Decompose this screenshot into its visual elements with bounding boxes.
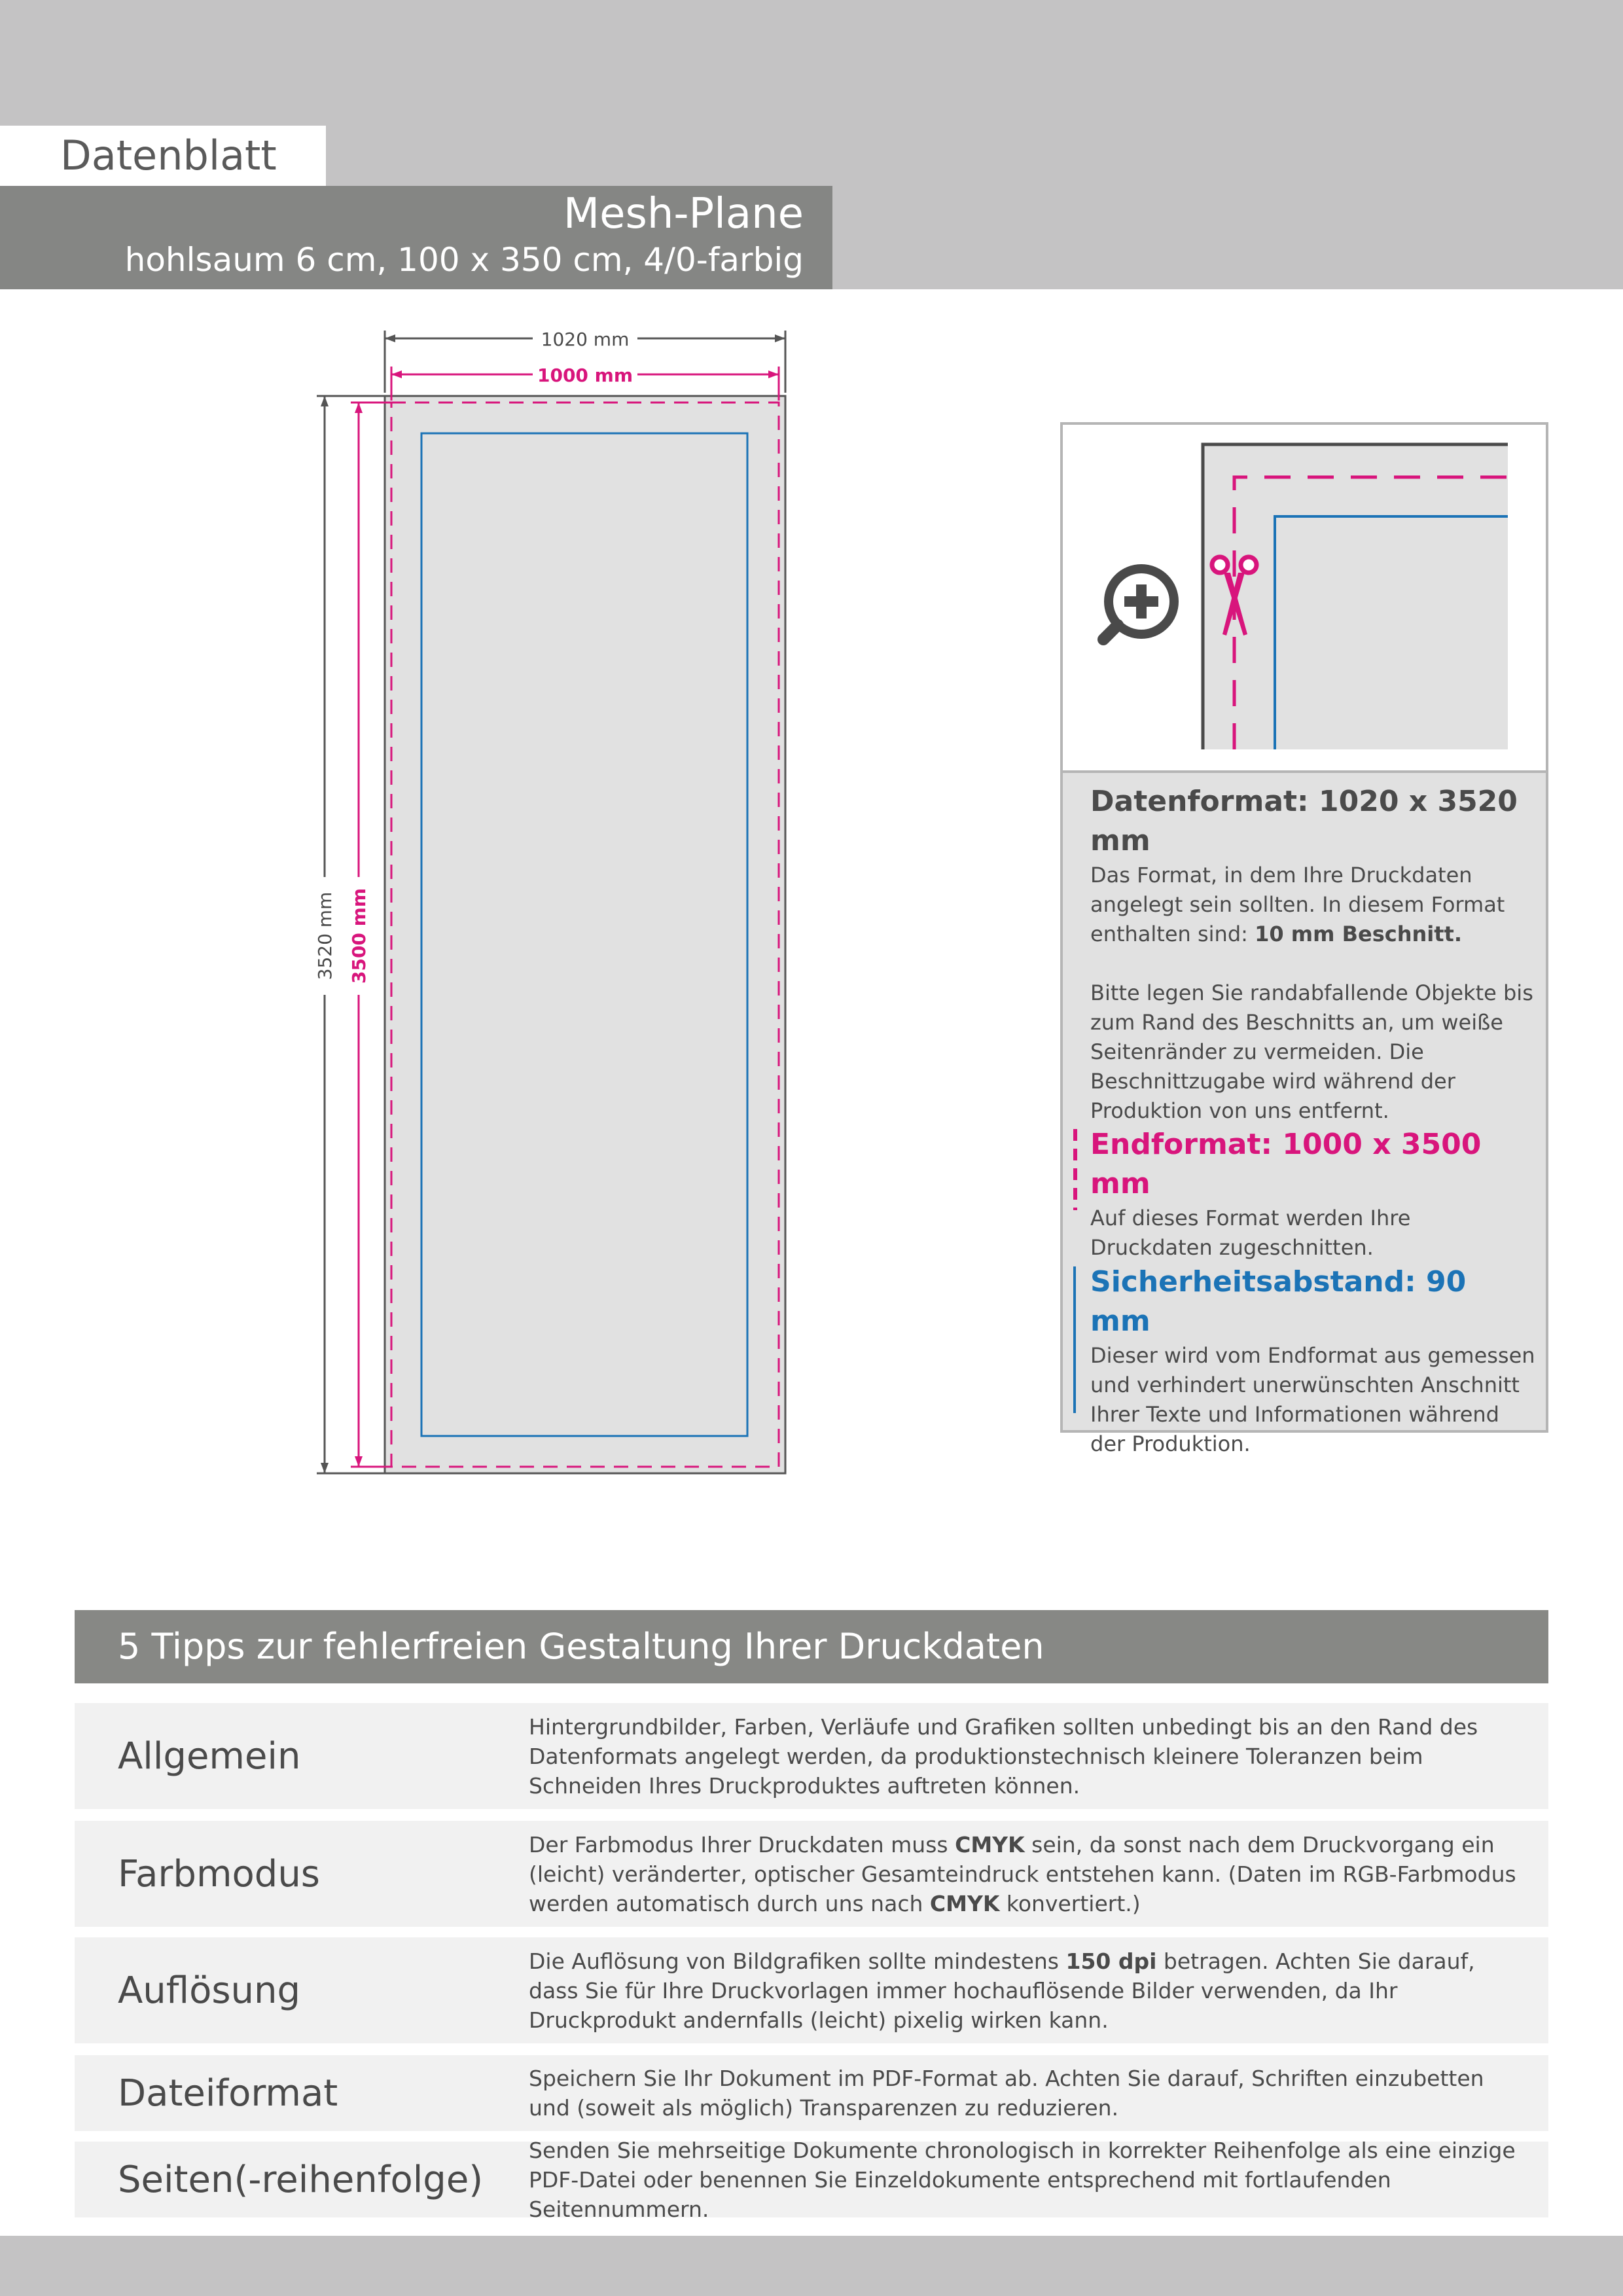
- datenformat-body-bold: 10 mm Beschnitt.: [1255, 922, 1462, 946]
- format-info-box: [1060, 422, 1548, 1456]
- datenformat-body-text: Das Format, in dem Ihre Druckdaten angelegt sein sollten. In diesem Format enthalten sind:: [1090, 863, 1505, 946]
- tip-label: Seiten(-reihenfolge): [118, 2158, 484, 2201]
- width-data-label: 1020 mm: [541, 329, 630, 350]
- datenformat-block: [1090, 782, 1535, 1126]
- endformat-block: [1090, 1125, 1535, 1263]
- bottom-band: [0, 2236, 1623, 2296]
- tip-text: [529, 2137, 1530, 2222]
- product-title: Mesh-Plane: [563, 190, 804, 238]
- tip-text-content: Die Auflösung von Bildgrafiken sollte mindestens: [529, 1948, 1059, 1974]
- tip-row-dateiformat: [75, 2055, 1548, 2131]
- tips-header: 5 Tipps zur fehlerfreien Gestaltung Ihrer Druckdaten: [75, 1610, 1548, 1683]
- tip-text: [529, 1703, 1530, 1809]
- tip-text-bold: CMYK: [929, 1890, 1000, 1916]
- tip-text-content: sein, da sonst nach dem Druckvorgang ein (leicht) veränderter, optischer Gesamteindruck entstehen kann. (Daten im RGB-Farbmodus werden automatisch durch uns nach: [529, 1831, 1516, 1916]
- height-final-label: 3500 mm: [348, 888, 370, 984]
- tip-text-bold: CMYK: [955, 1831, 1025, 1857]
- tip-text: [529, 1821, 1530, 1927]
- tip-row-seiten: [75, 2137, 1548, 2222]
- tip-label: Farbmodus: [118, 1852, 320, 1895]
- datenformat-body-2: Bitte legen Sie randabfallende Objekte bis zum Rand des Beschnitts an, um weiße Seitenränder zu vermeiden. Die Beschnittzugabe wird während der Produktion von uns entfernt.: [1090, 980, 1533, 1123]
- sicherheit-marker: [1073, 1266, 1076, 1413]
- tip-row-farbmodus: [75, 1821, 1548, 1927]
- format-info-text: [1063, 770, 1546, 1456]
- datenformat-heading: Datenformat: 1020 x 3520 mm: [1090, 785, 1518, 857]
- datenformat-body: [1090, 861, 1535, 949]
- height-data-label: 3520 mm: [314, 891, 336, 980]
- product-header: [0, 186, 832, 289]
- tip-text-bold: 150 dpi: [1065, 1948, 1157, 1974]
- tip-text: [529, 1937, 1530, 2043]
- zoom-in-icon: [1103, 569, 1174, 639]
- sicherheit-body: Dieser wird vom Endformat aus gemessen und verhindert unerwünschten Anschnitt Ihrer Texte und Informationen während der Produktion.: [1090, 1343, 1535, 1456]
- tip-text-content: Speichern Sie Ihr Dokument im PDF-Format ab. Achten Sie darauf, Schriften einzubetten und (soweit als möglich) Transparenzen zu reduzieren.: [529, 2066, 1484, 2121]
- product-subtitle: hohlsaum 6 cm, 100 x 350 cm, 4/0-farbig: [124, 241, 804, 279]
- sicherheit-block: [1090, 1263, 1535, 1459]
- tip-label: Allgemein: [118, 1734, 301, 1778]
- tip-text-content: konvertiert.): [1006, 1890, 1141, 1916]
- tip-text-content: Der Farbmodus Ihrer Druckdaten muss: [529, 1831, 948, 1857]
- corner-zoom-illustration: [1063, 425, 1546, 770]
- tip-text-content: Hintergrundbilder, Farben, Verläufe und Grafiken sollten unbedingt bis an den Rand des Datenformats angelegt werden, da produktionstechnisch kleinere Toleranzen beim Schneiden Ihres Druckproduktes auftreten können.: [529, 1713, 1478, 1799]
- tip-text: [529, 2055, 1530, 2131]
- format-drawing: [288, 314, 812, 1492]
- tip-label: Dateiformat: [118, 2072, 338, 2115]
- data-format-rect: [385, 396, 785, 1473]
- tip-text-content: betragen. Achten Sie darauf, dass Sie für Ihre Druckvorlagen immer hochauflösende Bilder verwenden, da Ihr Druckprodukt andernfalls (leicht) pixelig wirken kann.: [529, 1948, 1475, 2033]
- tip-label: Auflösung: [118, 1969, 301, 2012]
- datenblatt-label: Datenblatt: [0, 126, 326, 186]
- width-final-label: 1000 mm: [537, 365, 633, 386]
- tip-text-content: Senden Sie mehrseitige Dokumente chronologisch in korrekter Reihenfolge als eine einzige PDF-Datei oder benennen Sie Einzeldokumente entsprechend mit fortlaufenden Seitennummern.: [529, 2137, 1516, 2222]
- sicherheit-heading: Sicherheitsabstand: 90 mm: [1090, 1265, 1467, 1338]
- endformat-marker: [1073, 1129, 1077, 1210]
- tip-row-aufloesung: [75, 1937, 1548, 2043]
- endformat-heading: Endformat: 1000 x 3500 mm: [1090, 1128, 1482, 1200]
- endformat-body: Auf dieses Format werden Ihre Druckdaten zugeschnitten.: [1090, 1206, 1411, 1260]
- tip-row-allgemein: [75, 1703, 1548, 1809]
